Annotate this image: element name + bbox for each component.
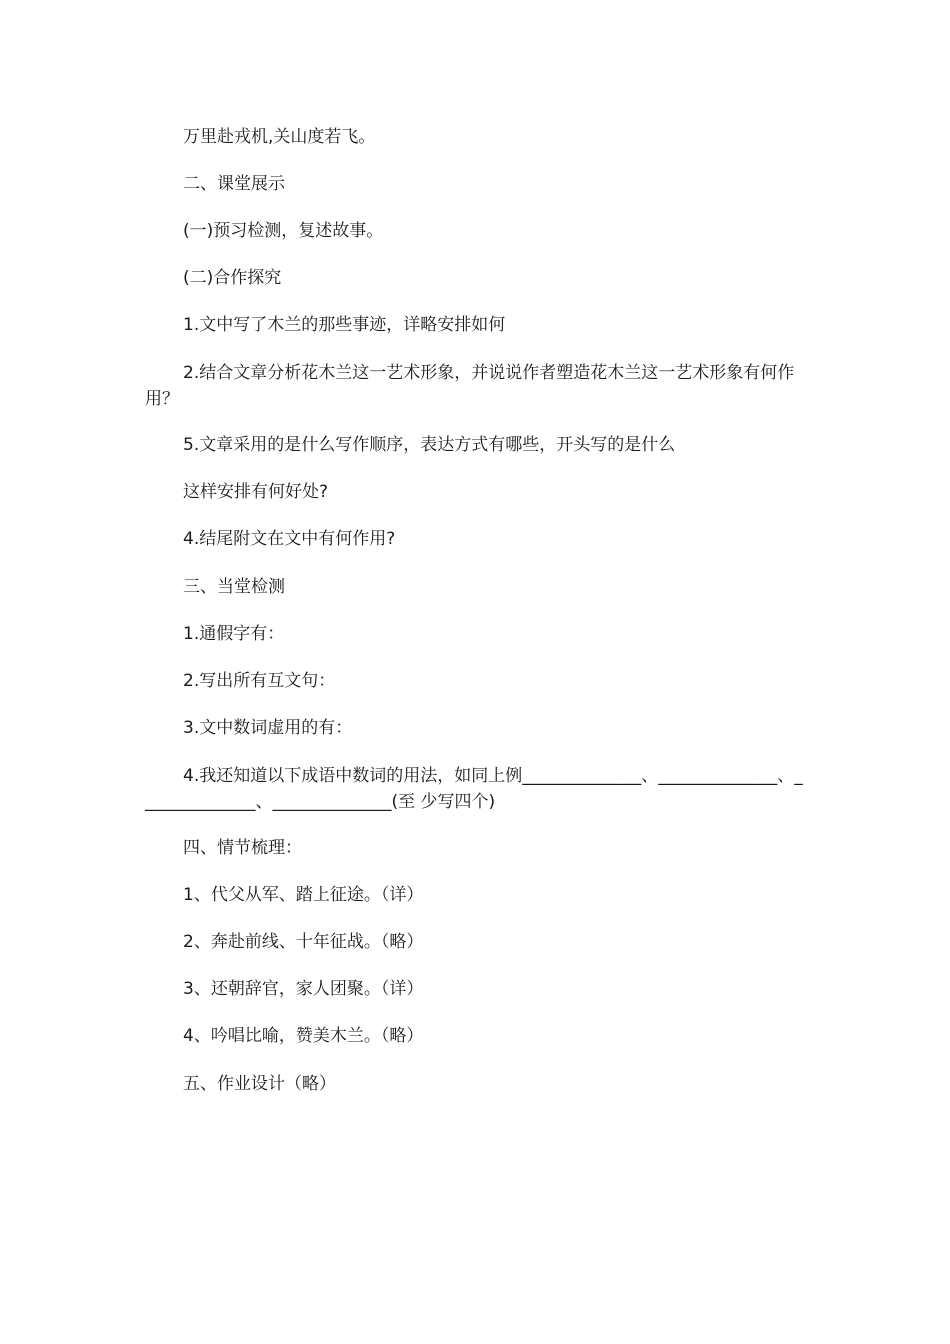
section-heading-in-class-test: 三、当堂检测 — [183, 577, 285, 597]
question-2: 2.结合文章分析花木兰这一艺术形象，并说说作者塑造花木兰这一艺术形象有何作用？ — [145, 363, 795, 409]
section-heading-plot-outline: 四、情节梳理： — [183, 838, 302, 858]
subheading-preview-check: (一)预习检测，复述故事。 — [183, 221, 384, 241]
poem-line: 万里赴戎机,关山度若飞。 — [183, 127, 376, 147]
plot-item-3: 3、还朝辞官，家人团聚。（详） — [183, 979, 424, 999]
test-item-2: 2.写出所有互文句： — [183, 671, 336, 691]
plot-item-1: 1、代父从军、踏上征途。（详） — [183, 885, 424, 905]
plot-item-2: 2、奔赴前线、十年征战。（略） — [183, 932, 424, 952]
test-item-3: 3.文中数词虚用的有： — [183, 718, 353, 738]
question-1: 1.文中写了木兰的那些事迹，详略安排如何 — [183, 315, 506, 335]
plot-item-4: 4、吟唱比喻，赞美木兰。（略） — [183, 1026, 424, 1046]
question-5-continued: 这样安排有何好处? — [183, 482, 329, 502]
question-4: 4.结尾附文在文中有何作用? — [183, 529, 396, 549]
test-item-1: 1.通假字有： — [183, 624, 285, 644]
question-5: 5.文章采用的是什么写作顺序，表达方式有哪些，开头写的是什么 — [183, 435, 676, 455]
subheading-cooperative-inquiry: (二)合作探究 — [183, 268, 282, 288]
section-heading-homework: 五、作业设计（略） — [183, 1074, 336, 1094]
section-heading-classroom-display: 二、课堂展示 — [183, 174, 285, 194]
test-item-4: 4.我还知道以下成语中数词的用法，如同上例______________、______________、______________、______________(至 少写四个) — [145, 766, 803, 812]
